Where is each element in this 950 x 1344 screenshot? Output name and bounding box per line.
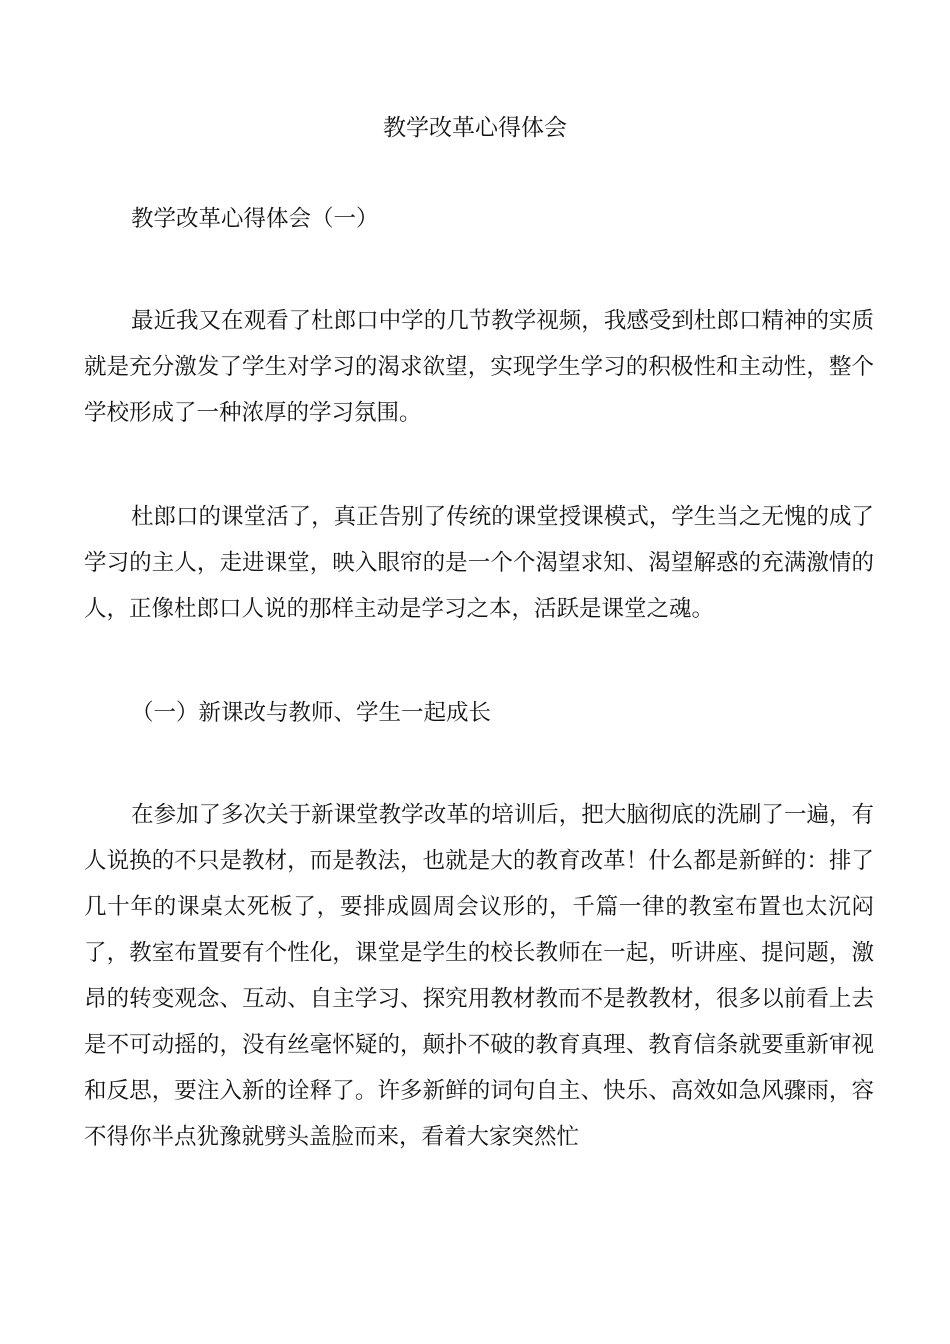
section-heading: （一）新课改与教师、学生一起成长: [131, 700, 492, 726]
section-paragraph: 在参加了多次关于新课堂教学改革的培训后，把大脑彻底的洗刷了一遍，有人说换的不只是教材，而是教法，也就是大的教育改革！什么都是新鲜的：排了几十年的课桌太死板了，要排成圆周会议形的，千篇一律的教室布置也太沉闷了，教室布置要有个性化，课堂是学生的校长教师在一起，听讲座、提问题，激昂的转变观念、互动、自主学习、探究用教材教而不是教教材，很多以前看上去是不可动摇的，没有丝毫怀疑的，颠扑不破的教育真理、教育信条就要重新审视和反思，要注入新的诠释了。许多新鲜的词句自主、快乐、高效如急风骤雨，容不得你半点犹豫就劈头盖脸而来，看着大家突然忙: [84, 802, 874, 1150]
document-subtitle: 教学改革心得体会（一）: [131, 206, 379, 232]
paragraph-2: 杜郎口的课堂活了，真正告别了传统的课堂授课模式，学生当之无愧的成了学习的主人，走进课堂，映入眼帘的是一个个渴望求知、渴望解惑的充满激情的人，正像杜郎口人说的那样主动是学习之本，活跃是课堂之魂。: [84, 504, 874, 622]
paragraph-1: 最近我又在观看了杜郎口中学的几节教学视频，我感受到杜郎口精神的实质就是充分激发了学生对学习的渴求欲望，实现学生学习的积极性和主动性，整个学校形成了一种浓厚的学习氛围。: [84, 308, 874, 426]
document-title: 教学改革心得体会: [383, 115, 567, 141]
